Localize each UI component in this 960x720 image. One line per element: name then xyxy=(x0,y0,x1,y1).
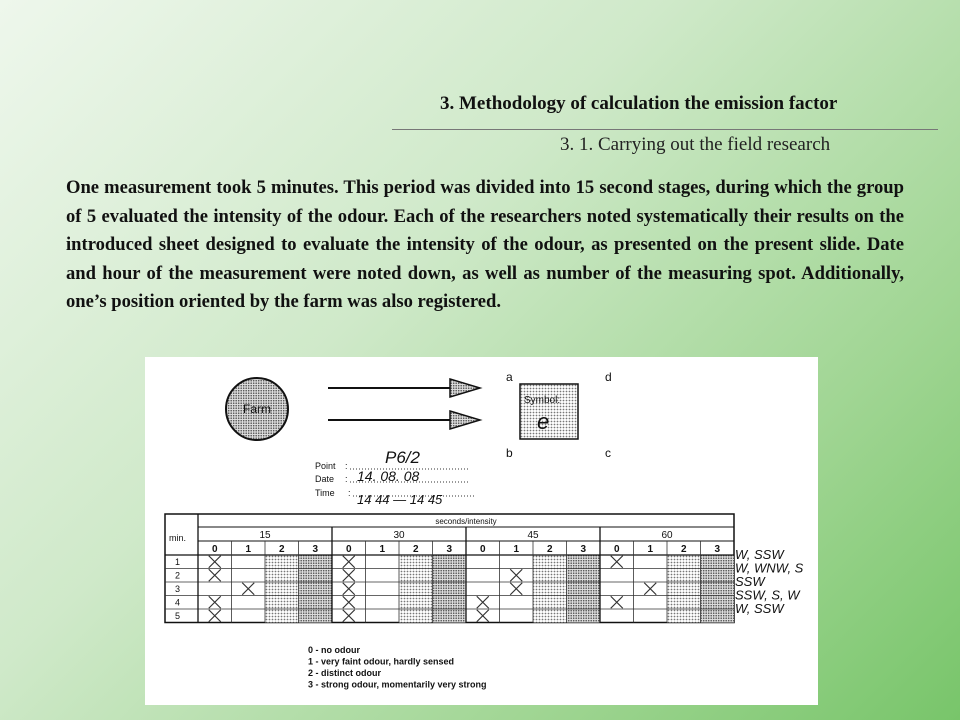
legend-item: 3 - strong odour, momentarily very strong xyxy=(308,679,487,690)
intensity-level-label: 3 xyxy=(446,544,453,555)
intensity-level-label: 1 xyxy=(245,544,252,555)
farm-label: Farm xyxy=(243,402,271,416)
intensity-level-label: 3 xyxy=(580,544,587,555)
row-header-label: min. xyxy=(169,533,187,543)
wind-arrow-top xyxy=(328,379,480,397)
corner-a: a xyxy=(506,370,513,384)
corner-d: d xyxy=(605,370,612,384)
time-group-label: 15 xyxy=(259,530,271,541)
svg-text::: : xyxy=(345,474,348,484)
svg-text:14. 08. 08: 14. 08. 08 xyxy=(357,468,420,484)
legend-item: 0 - no odour xyxy=(308,645,360,655)
row-label: 1 xyxy=(175,557,181,567)
corner-b: b xyxy=(506,446,513,460)
svg-text:Date: Date xyxy=(315,474,335,484)
svg-text:Point: Point xyxy=(315,461,336,471)
intensity-level-label: 2 xyxy=(680,544,687,555)
odour-sheet-scan xyxy=(145,357,818,705)
legend-item: 2 - distinct odour xyxy=(308,668,381,678)
wind-arrow-bottom xyxy=(328,411,480,429)
symbol-label: Symbol: xyxy=(524,395,561,406)
row-label: 5 xyxy=(175,611,181,621)
intensity-level-label: 1 xyxy=(513,544,520,555)
title-divider xyxy=(392,129,938,130)
svg-text::: : xyxy=(345,461,348,471)
corner-c: c xyxy=(605,446,611,460)
intensity-legend xyxy=(308,645,487,690)
slide-subtitle: 3. 1. Carrying out the field research xyxy=(560,134,831,155)
field-date xyxy=(315,468,470,484)
table-header-label: seconds/intensity xyxy=(435,517,497,526)
wind-note: W, WNW, S xyxy=(735,560,804,576)
wind-note: SSW, S, W xyxy=(735,587,800,603)
wind-note: SSW xyxy=(735,574,765,589)
intensity-table xyxy=(165,514,734,623)
row-label: 2 xyxy=(175,570,181,581)
intensity-level-label: 3 xyxy=(312,544,319,555)
row-label: 4 xyxy=(175,597,181,608)
field-time xyxy=(315,488,475,507)
time-group-label: 45 xyxy=(527,530,539,541)
intensity-level-label: 0 xyxy=(211,544,218,555)
svg-text:Time: Time xyxy=(315,488,335,498)
slide-title: 3. Methodology of calculation the emission factor xyxy=(440,93,838,114)
wind-note: W, SSW xyxy=(735,547,784,562)
intensity-level-label: 0 xyxy=(345,544,352,555)
intensity-level-label: 2 xyxy=(412,544,419,555)
body-paragraph: One measurement took 5 minutes. This period was divided into 15 second stages, during which the group of 5 evaluated the intensity of the odour. Each of the researchers noted systematically their results on the introduced sheet designed to evaluate the intensity of the odour, as presented on the present slide. Date and hour of the measurement were noted down, as well as number of the measuring spot. Additionally, one’s position oriented by the farm was also registered. xyxy=(66,177,904,313)
intensity-level-label: 0 xyxy=(613,544,620,555)
intensity-level-label: 0 xyxy=(479,544,486,555)
row-label: 3 xyxy=(175,584,181,594)
intensity-level-label: 2 xyxy=(278,544,285,555)
legend-item: 1 - very faint odour, hardly sensed xyxy=(308,656,455,667)
symbol-value: e xyxy=(537,409,550,434)
time-group-label: 60 xyxy=(661,530,673,541)
wind-note: W, SSW xyxy=(735,601,784,616)
intensity-level-label: 1 xyxy=(647,544,654,555)
svg-text:P6/2: P6/2 xyxy=(385,448,420,467)
wind-direction-notes xyxy=(735,547,804,616)
svg-text:14 44 — 14 45: 14 44 — 14 45 xyxy=(357,492,443,507)
intensity-level-label: 1 xyxy=(379,544,386,555)
intensity-level-label: 3 xyxy=(714,544,721,555)
svg-text::: : xyxy=(348,488,351,498)
time-group-label: 30 xyxy=(393,530,405,541)
intensity-level-label: 2 xyxy=(546,544,553,555)
